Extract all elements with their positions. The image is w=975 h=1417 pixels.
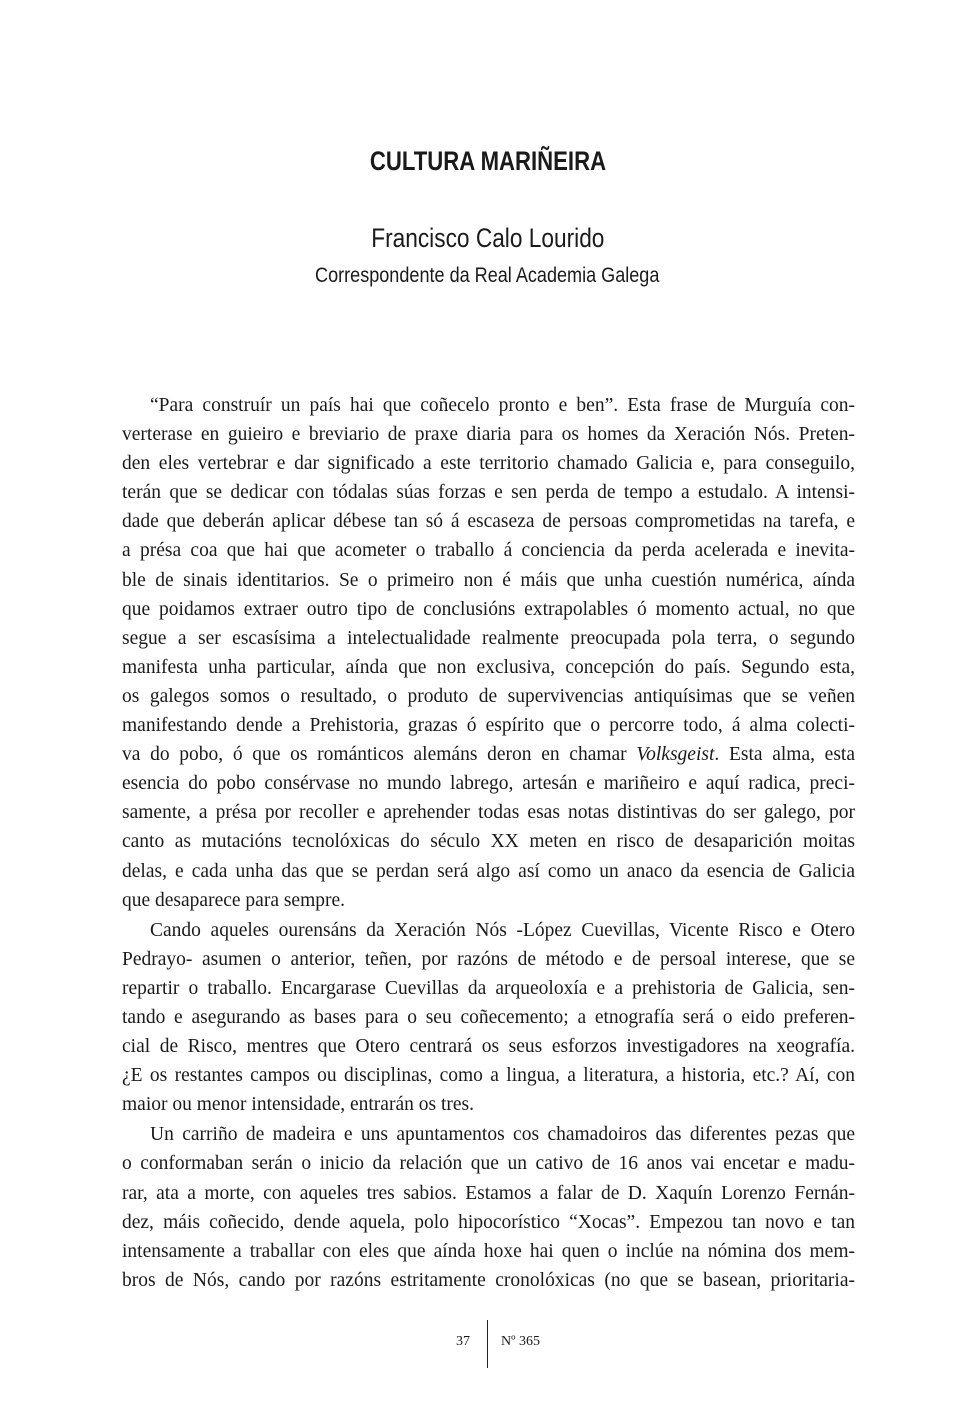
text-line: Un carriño de madeira e uns apuntamentos cos chamadoiros das diferentes pezas que — [150, 1124, 855, 1146]
text-line: ble de sinais identitarios. Se o primeiro non é máis que unha cuestión numérica, aínda — [122, 569, 855, 591]
text-line: rar, ata a morte, con aqueles tres sabios. Estamos a falar de D. Xaquín Lorenzo Fernán- — [122, 1182, 855, 1204]
text-line: “Para construír un país hai que coñecelo pronto e ben”. Esta frase de Murguía con- — [150, 395, 855, 416]
text-line: o conformaban serán o inicio da relación que un cativo de 16 anos vai encetar e madu- — [122, 1153, 855, 1175]
text-line: delas, e cada unha das que se perdan será algo así como un anaco da esencia de Galicia — [122, 860, 855, 882]
page-number: 37 — [456, 1334, 470, 1349]
text-line: samente, a présa por recoller e aprehender todas esas notas distintivas do ser galego, por — [122, 802, 855, 824]
text-line: tando e asegurando as bases para o seu coñecemento; a etnografía será o eido preferen- — [122, 1006, 855, 1028]
text-line — [122, 740, 855, 769]
text-line: canto as mutacións tecnolóxicas do século XX meten en risco de desaparición moitas — [122, 831, 855, 853]
text-segment: va do pobo, ó que os románticos alemáns deron en chamar — [122, 744, 637, 766]
author-affiliation — [0, 264, 975, 288]
text-line: den eles vertebrar e dar significado a este territorio chamado Galicia e, para conseguilo, — [122, 453, 855, 475]
text-line: manifesta unha particular, aínda que non exclusiva, concepción do país. Segundo esta, — [122, 656, 855, 678]
paragraph — [122, 1120, 855, 1295]
text-line: terán que se dedicar con tódalas súas forzas e sen perda de tempo a estudalo. A intensi- — [122, 482, 855, 504]
text-line: intensamente a traballar con eles que aínda hoxe hai quen o inclúe na nómina dos mem- — [122, 1240, 855, 1262]
author-affiliation-text: Correspondente da Real Academia Galega — [315, 264, 660, 287]
author-name — [0, 223, 975, 254]
text-line: Pedrayo- asumen o anterior, teñen, por razóns de método e de persoal interese, que se — [122, 948, 855, 970]
text-line: segue a ser escasísima a intelectualidade realmente preocupada pola terra, o segundo — [122, 627, 855, 649]
text-line: os galegos somos o resultado, o produto de supervivencias antiquísimas que se veñen — [122, 685, 855, 707]
article-body — [122, 391, 855, 1296]
text-line: dez, máis coñecido, dende aquela, polo hipocorístico “Xocas”. Empezou tan novo e tan — [122, 1211, 855, 1233]
text-line: bros de Nós, cando por razóns estritamente cronolóxicas (no que se basean, prioritaria- — [122, 1269, 855, 1291]
text-line: que desaparece para sempre. — [122, 889, 346, 911]
text-line: dade que deberán aplicar débese tan só á escaseza de persoas comprometidas na tarefa, e — [122, 511, 855, 533]
article-title — [0, 146, 975, 177]
text-segment: . Esta alma, esta — [714, 744, 855, 766]
text-line: maior ou menor intensidade, entrarán os tres. — [122, 1094, 474, 1116]
article-title-text: CULTURA MARIÑEIRA — [369, 146, 606, 176]
text-line: repartir o traballo. Encargarase Cuevillas da arqueoloxía e a prehistoria de Galicia, sen- — [122, 977, 855, 999]
page-footer — [0, 1320, 975, 1368]
italic-term: Volksgeist — [636, 744, 715, 766]
text-line: manifestando dende a Prehistoria, grazas ó espírito que o percorre todo, á alma colecti- — [122, 715, 855, 737]
paragraph — [122, 916, 855, 1120]
text-line: verterase en guieiro e breviario de praxe diaria para os homes da Xeración Nós. Preten- — [122, 424, 855, 446]
text-line: esencia do pobo consérvase no mundo labrego, artesán e mariñeiro e aquí radica, preci- — [122, 773, 855, 795]
text-line: ¿E os restantes campos ou disciplinas, como a lingua, a literatura, a historia, etc.? Aí, con — [122, 1065, 855, 1087]
text-line: Cando aqueles ourensáns da Xeración Nós -López Cuevillas, Vicente Risco e Otero — [150, 919, 855, 941]
paragraph — [122, 391, 855, 915]
text-line: que poidamos extraer outro tipo de conclusións extrapolables ó momento actual, no que — [122, 598, 855, 620]
footer-divider — [487, 1320, 488, 1368]
author-name-text: Francisco Calo Lourido — [370, 223, 605, 253]
text-line: a présa coa que hai que acometer o traballo á conciencia da perda acelerada e inevita- — [122, 540, 855, 562]
text-line: cial de Risco, mentres que Otero centrará os seus esforzos investigadores na xeografía. — [122, 1036, 855, 1058]
issue-number: Nº 365 — [501, 1334, 540, 1349]
